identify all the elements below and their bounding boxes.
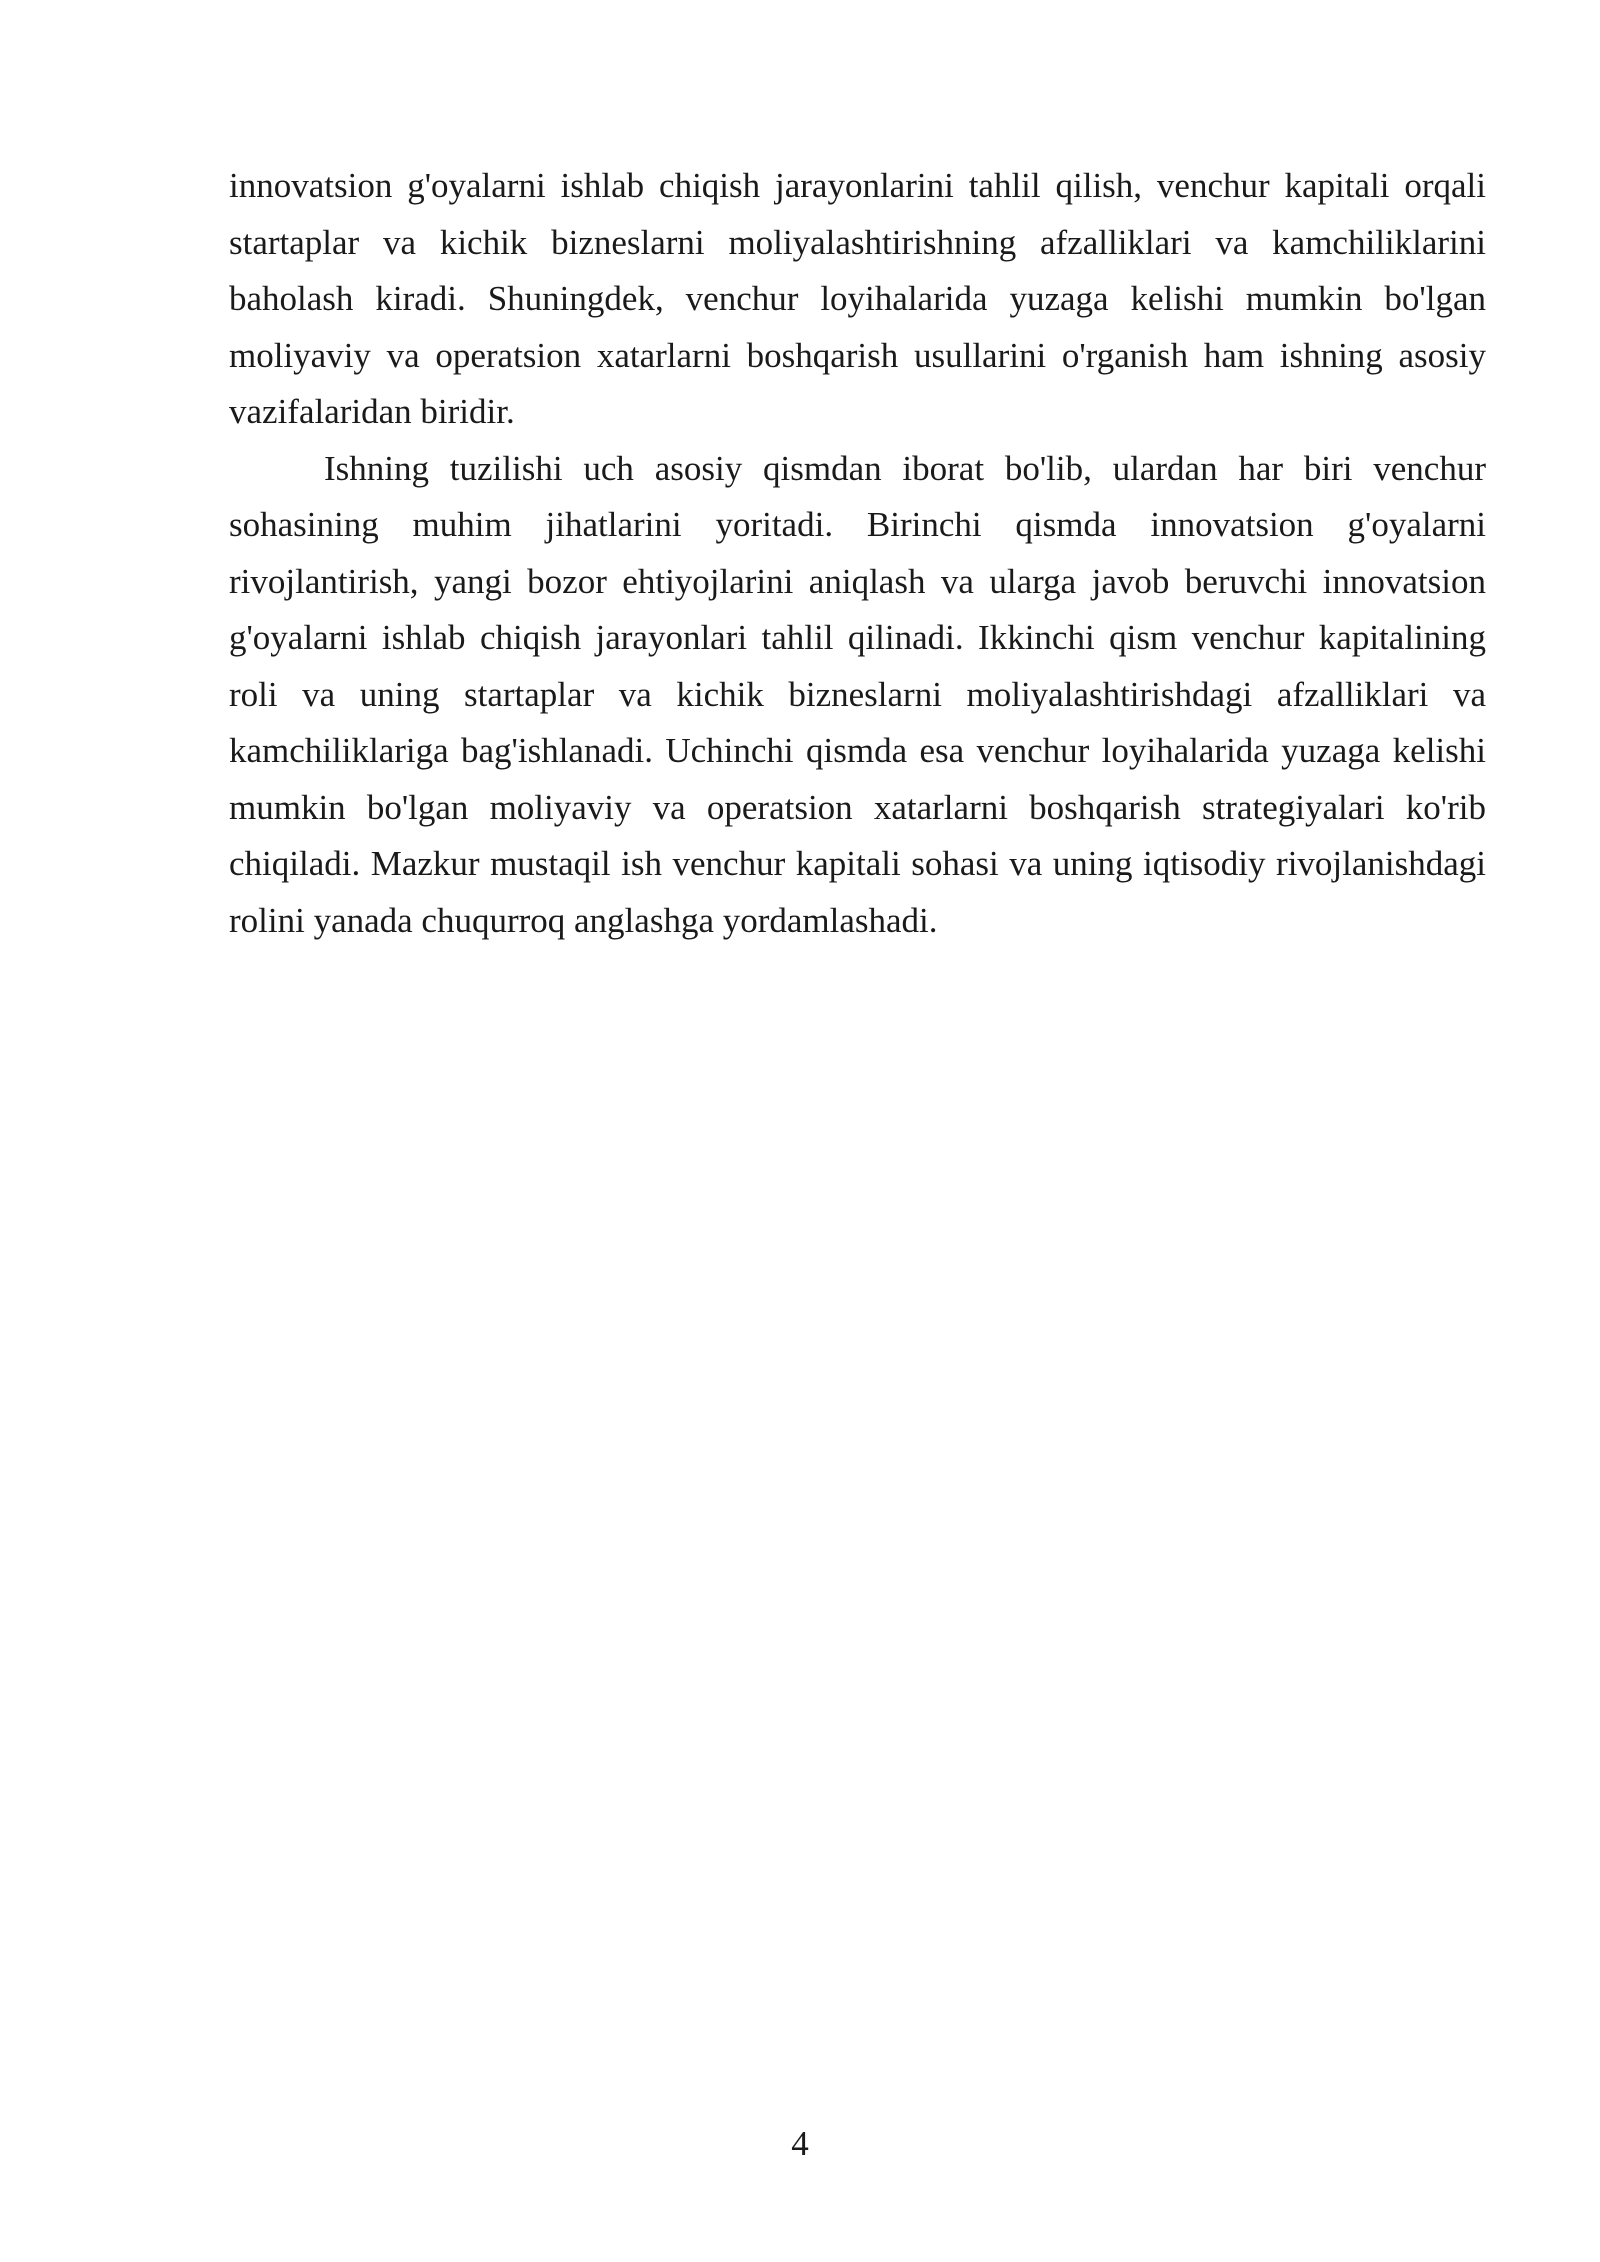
paragraph-2: Ishning tuzilishi uch asosiy qismdan iborat bo'lib, ulardan har biri venchur sohasining muhim jihatlarini yoritadi. Birinchi qismda innovatsion g'oyalarni rivojlantirish, yangi bozor ehtiyojlarini aniqlash va ularga javob beruvchi innovatsion g'oyalarni ishlab chiqish jarayonlari tahlil qilinadi. Ikkinchi qism venchur kapitalining roli va uning startaplar va kichik bizneslarni moliyalashtirishdagi afzalliklari va kamchiliklariga bag'ishlanadi. Uchinchi qismda esa venchur loyihalarida yuzaga kelishi mumkin bo'lgan moliyaviy va operatsion xatarlarni boshqarish strategiyalari ko'rib chiqiladi. Mazkur mustaqil ish venchur kapitali sohasi va uning iqtisodiy rivojlanishdagi rolini yanada chuqurroq anglashga yordamlashadi. — [229, 448, 1486, 940]
document-body — [229, 158, 1486, 949]
page-number: 4 — [791, 2124, 809, 2163]
paragraph-1: innovatsion g'oyalarni ishlab chiqish jarayonlarini tahlil qilish, venchur kapitali orqali startaplar va kichik bizneslarni moliyalashtirishning afzalliklari va kamchiliklarini baholash kiradi. Shuningdek, venchur loyihalarida yuzaga kelishi mumkin bo'lgan moliyaviy va operatsion xatarlarni boshqarish usullarini o'rganish ham ishning asosiy vazifalaridan biridir. — [229, 166, 1486, 431]
